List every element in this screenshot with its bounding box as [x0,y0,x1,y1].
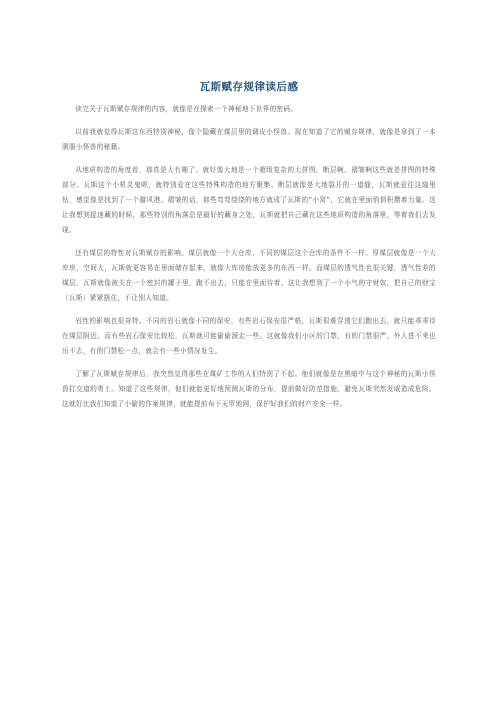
paragraph-previous-impression: 以前我就觉得瓦斯这东西特别神秘，像个隐藏在煤层里的调皮小怪兽。现在知道了它的赋存规律，就像是拿到了一本驯服小怪兽的秘籍。 [62,128,436,151]
paragraph-conclusion: 了解了瓦斯赋存规律后，我突然觉得那些在煤矿工作的人们特别了不起。他们就像是在黑暗中与这个神秘的瓦斯小怪兽打交道的勇士。知道了这些规律，他们就能更好地预测瓦斯的分布，提前做好防范措施，避免瓦斯突然发威造成危险。这就好比我们知道了小偷的作案规律，就能提前布下天罗地网，保护好我们的财产安全一样。 [62,370,436,408]
paragraph-intro: 读完关于瓦斯赋存规律的内容，就像是在探索一个神秘地下世界的密码。 [75,105,298,113]
paragraph-lithology: 岩性的影响也很奇特。不同的岩石就像不同的保安，有些岩石保安很严格，瓦斯很难穿透它们跑出去，就只能乖乖待在煤层附近。而有些岩石保安比较松，瓦斯就可能偷偷溜走一些。这就像我们小区的门禁，有的门禁很严，外人进不来也出不去，有的门禁松一点，就会有一些小情况发生。 [62,317,436,355]
document-title: 瓦斯赋存规律读后感 [199,81,299,93]
paragraph-coal-seam: 还有煤层的特性对瓦斯赋存的影响。煤层就像一个大仓库，不同的煤层这个仓库的条件不一样。厚煤层就像是一个大库房，空间大，瓦斯就更容易在里面储存起来，就像大库房能放更多的东西一样。而煤层的透气性也很关键，透气性差的煤层，瓦斯就像被关在一个密封的罐子里，跑不出去，只能在里面待着。这让我想到了一个小气的守财奴，把自己的财宝（瓦斯）紧紧捂住，不让别人知道。 [62,249,436,302]
document-page [62,80,436,420]
paragraph-geological-structure: 从地质构造的角度看，那真是大有趣了。就好像大地是一个超级复杂的大拼图，断层啊、褶皱啊这些就是拼图的特殊部分。瓦斯这个小机灵鬼呢，就特别爱在这些特殊构造的地方聚集。断层就像是大地裂开的一道缝，瓦斯就爱往这缝里钻，感觉像是找到了一个避风港。褶皱的话，那些弯弯绕绕的地方就成了瓦斯的“小窝”，它就在里面悄悄积攒着力量。这让我想到捉迷藏的时候，那些特别的角落总是最好的藏身之处，瓦斯就把自己藏在这些地质构造的角落里，等着我们去发现。 [62,166,436,234]
